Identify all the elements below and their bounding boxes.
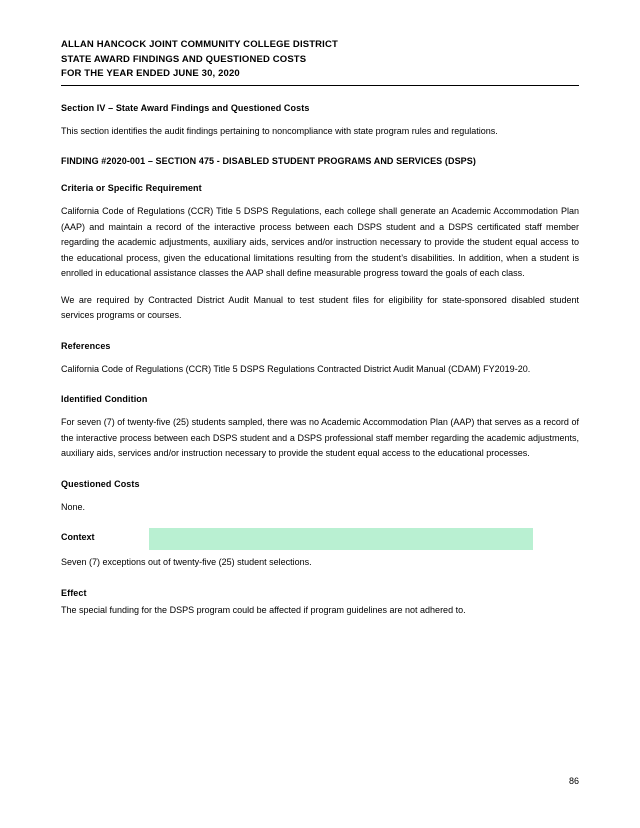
references-heading: References xyxy=(61,340,111,351)
criteria-paragraph-1: California Code of Regulations (CCR) Title 5 DSPS Regulations, each college shall generate an Academic Accommodation Plan (AAP) and maintain a record of the interactive process between each DSPS student and a DSPS certificated staff member regarding the academic adjustments, auxiliary aids, services and/or instruction necessary to provide the student equal access to the educational process, given the educational limitations resulting from the student’s disabilities. In addition, when a student is enrolled in educational assistance classes the AAP shall define measurable progress toward the goals of each class. xyxy=(61,206,579,278)
header-line-2: STATE AWARD FINDINGS AND QUESTIONED COSTS xyxy=(61,53,307,65)
context-highlight xyxy=(149,528,533,550)
references-paragraph: California Code of Regulations (CCR) Title 5 DSPS Regulations Contracted District Audit Manual (CDAM) FY2019-20. xyxy=(61,363,531,374)
questioned-costs-heading: Questioned Costs xyxy=(61,478,140,489)
context-heading-row xyxy=(61,532,579,550)
page-number: 86 xyxy=(568,776,579,786)
criteria-heading: Criteria or Specific Requirement xyxy=(61,183,202,193)
header-line-3: FOR THE YEAR ENDED JUNE 30, 2020 xyxy=(61,68,240,79)
header-divider xyxy=(61,85,579,86)
header-line-1: ALLAN HANCOCK JOINT COMMUNITY COLLEGE DISTRICT xyxy=(61,39,338,50)
finding-heading: FINDING #2020-001 – SECTION 475 - DISABLED STUDENT PROGRAMS AND SERVICES (DSPS) xyxy=(61,156,476,166)
document-header xyxy=(61,38,579,82)
effect-heading: Effect xyxy=(61,587,87,598)
identified-condition-heading: Identified Condition xyxy=(61,394,148,404)
section-intro-paragraph: This section identifies the audit findings pertaining to noncompliance with state program rules and regulations. xyxy=(61,125,498,136)
context-paragraph: Seven (7) exceptions out of twenty-five (25) student selections. xyxy=(61,557,312,567)
context-heading: Context xyxy=(61,532,95,542)
effect-paragraph: The special funding for the DSPS program could be affected if program guidelines are not adhered to. xyxy=(61,604,466,615)
identified-condition-paragraph: For seven (7) of twenty-five (25) students sampled, there was no Academic Accommodation Plan (AAP) that serves as a record of the interactive process between each DSPS student and a DSPS professional staff member regarding the academic adjustments, auxiliary aids, services and/or instruction necessary to provide the student equal access to the educational processes. xyxy=(61,417,579,458)
section-heading: Section IV – State Award Findings and Questioned Costs xyxy=(61,102,310,113)
page-content xyxy=(61,38,579,618)
criteria-paragraph-2: We are required by Contracted District Audit Manual to test student files for eligibility for state-sponsored disabled student services programs or courses. xyxy=(61,294,579,320)
questioned-costs-paragraph: None. xyxy=(61,501,86,512)
